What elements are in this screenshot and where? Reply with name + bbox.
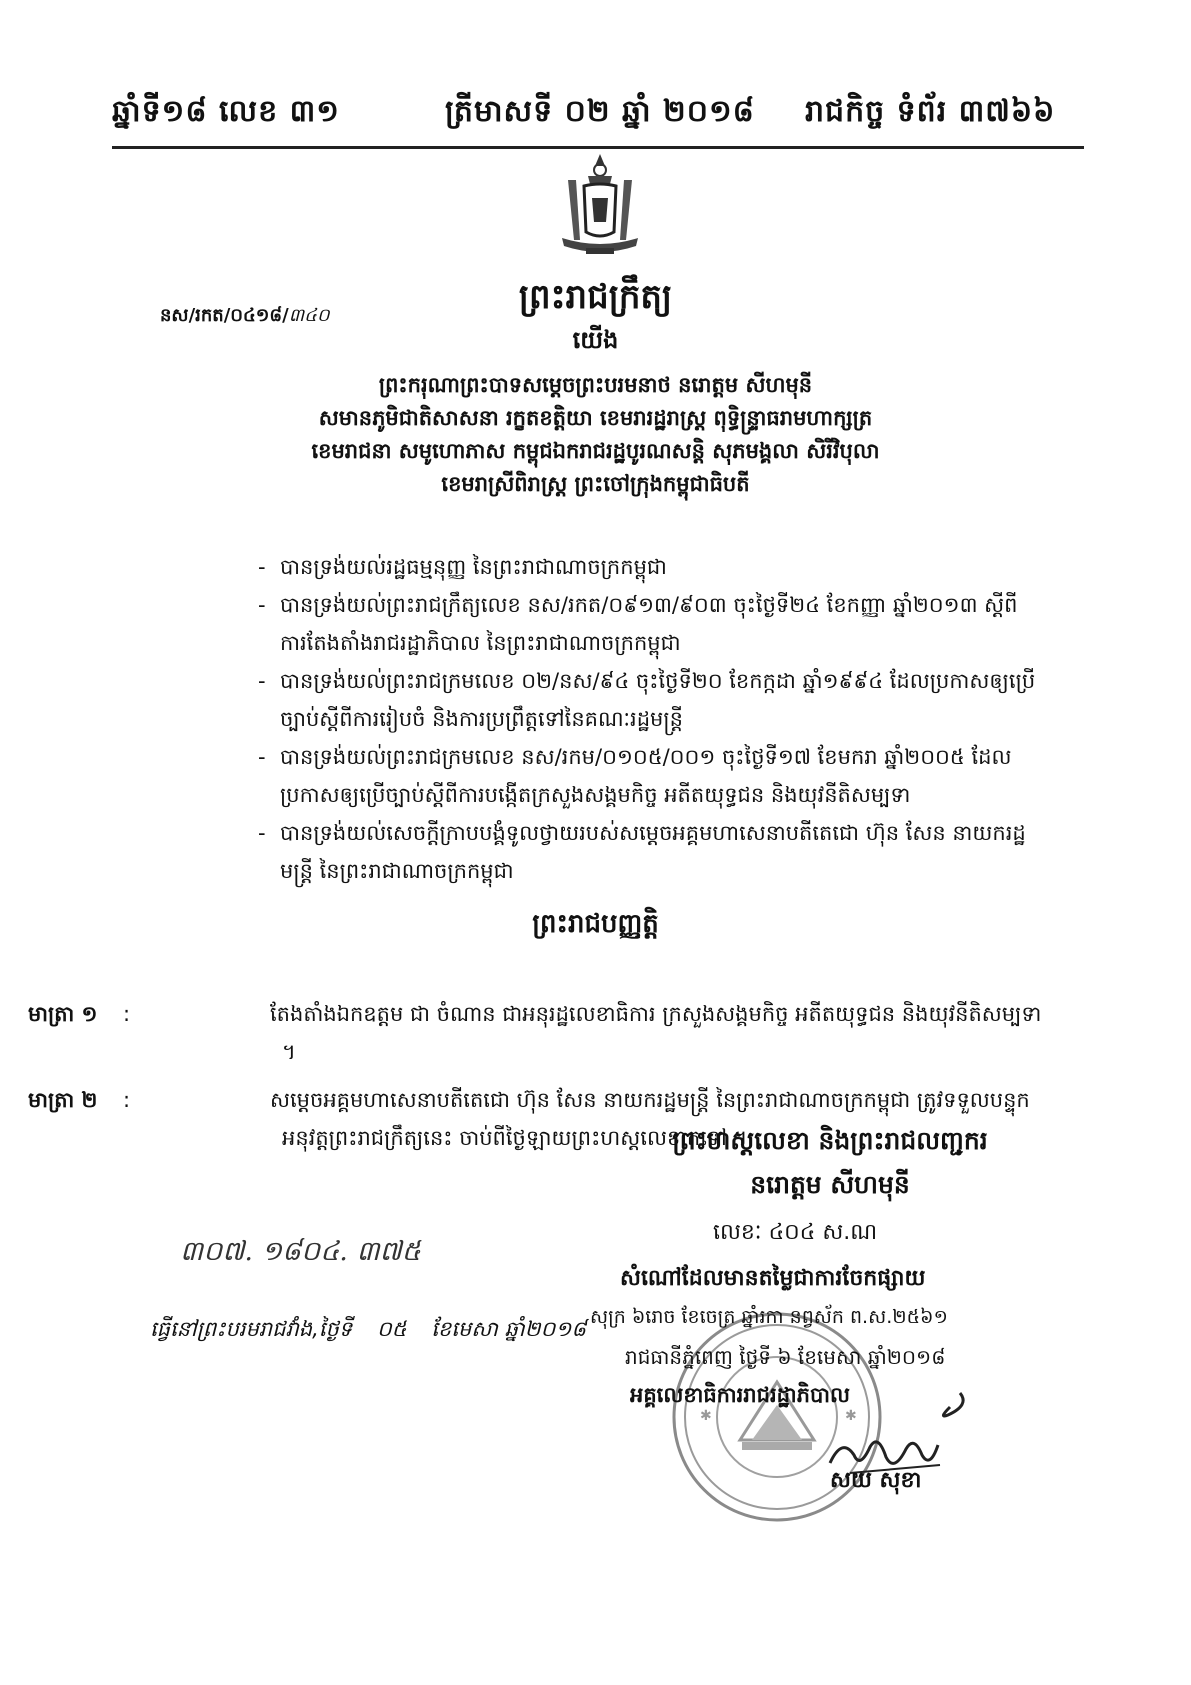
certification-lunar-date: សុក្រ ៦រោច ខែចេត្រ ឆ្នាំរកា នព្វស័ក ព.ស.២៥៦១ — [590, 1306, 948, 1328]
place-date-suffix: ខែមេសា ឆ្នាំ២០១៨ — [431, 1317, 587, 1341]
article-label: មាត្រា ១ — [28, 1002, 98, 1026]
gazette-issue: ឆ្នាំទី១៨ លេខ ៣១ — [112, 94, 340, 129]
visa-item: - បានទ្រង់យល់សេចក្តីក្រាបបង្គំទូលថ្វាយរបស់សម្តេចអគ្គមហាសេនាបតីតេជោ ហ៊ុន សែន នាយករដ្ឋមន្ត្រី នៃព្រះរាជាណាចក្រកម្ពុជា — [258, 814, 1038, 890]
visa-item: - បានទ្រង់យល់ព្រះរាជក្រឹត្យលេខ នស/រកត/០៩១៣/៩០៣ ចុះថ្ងៃទី២៤ ខែកញ្ញា ឆ្នាំ២០១៣ ស្តីពីការតែងតាំងរាជរដ្ឋាភិបាល នៃព្រះរាជាណាចក្រកម្ពុជា — [258, 586, 1038, 662]
place-date-prefix: ធ្វើនៅព្រះបរមរាជវាំង,ថ្ងៃទី — [150, 1317, 353, 1341]
decision-title: ព្រះរាជបញ្ញត្តិ — [532, 909, 659, 939]
handwritten-registration-number: ៣០៧. ១៨០៤. ៣៧៥ — [180, 1236, 421, 1267]
visa-list — [258, 548, 1038, 890]
place-date — [150, 1316, 586, 1347]
certification-city-date: រាជធានីភ្នំពេញ ថ្ងៃទី ៦ ខែមេសា ឆ្នាំ២០១៨ — [625, 1345, 946, 1369]
document-subtitle: យើង — [572, 326, 619, 354]
place-date-day: ០៥ — [376, 1317, 407, 1341]
svg-text:✱: ✱ — [700, 1408, 712, 1424]
document-title: ព្រះរាជក្រឹត្យ — [518, 277, 673, 317]
visa-item: - បានទ្រង់យល់ព្រះរាជក្រមលេខ ០២/នស/៩៤ ចុះថ្ងៃទី២០ ខែកក្កដា ឆ្នាំ១៩៩៤ ដែលប្រកាសឲ្យប្រើច្បាប់ស្តីពីការរៀបចំ និងការប្រព្រឹត្តទៅនៃគណៈរដ្ឋមន្ត្រី — [258, 662, 1038, 738]
article-colon: : — [123, 1088, 131, 1112]
invocation-line-4: ខេមរាស្រីពិរាស្ត្រ ព្រះចៅក្រុងកម្ពុជាធិបតី — [441, 472, 750, 496]
reference-number-printed: នស/រកត/០៤១៨/ — [160, 305, 289, 326]
certification-signer: សយ សុខា — [830, 1468, 922, 1493]
article-colon: : — [123, 1002, 131, 1026]
royal-signature-caption: ព្រះហស្តលេខា និងព្រះរាជលញ្ជករ — [672, 1126, 988, 1155]
gazette-page: រាជកិច្ច ទំព័រ ៣៧៦៦ — [805, 94, 1056, 129]
article-label: មាត្រា ២ — [28, 1088, 98, 1112]
certification-office: អគ្គលេខាធិការរាជរដ្ឋាភិបាល — [630, 1383, 850, 1407]
certification-heading: សំណៅដែលមានតម្លៃជាការចែកផ្សាយ — [620, 1266, 926, 1291]
invocation-line-3: ខេមរាជនា សមូហោភាស កម្ពុជឯករាជរដ្ឋបូរណសន្តិ សុភមង្គលា សិរីវិបុលា — [311, 439, 880, 463]
svg-text:✱: ✱ — [845, 1408, 857, 1424]
certification-number: លេខៈ ៤០៤ ស.ណ — [713, 1220, 878, 1245]
visa-item: - បានទ្រង់យល់រដ្ឋធម្មនុញ្ញ នៃព្រះរាជាណាចក្រកម្ពុជា — [258, 548, 1038, 586]
reference-number-handwritten: ៣៤០ — [288, 305, 330, 326]
article-text: សម្តេចអគ្គមហាសេនាបតីតេជោ ហ៊ុន សែន នាយករដ្ឋមន្ត្រី នៃព្រះរាជាណាចក្រកម្ពុជា ត្រូវទទួលបន្ទុកអនុវត្តព្រះរាជក្រឹត្យនេះ ចាប់ពីថ្ងៃឡាយព្រះហស្តលេខាតទៅ ។ — [270, 1088, 1030, 1150]
invocation-line-1: ព្រះករុណាព្រះបាទសម្តេចព្រះបរមនាថ នរោត្តម សីហមុនី — [378, 373, 813, 397]
royal-signature-name: នរោត្តម សីហមុនី — [750, 1170, 910, 1199]
article-text: តែងតាំងឯកឧត្តម ជា ចំណាន ជាអនុរដ្ឋលេខាធិការ ក្រសួងសង្គមកិច្ច អតីតយុទ្ធជន និងយុវនីតិសម្បទា ។ — [270, 1002, 1042, 1064]
header-rule — [112, 146, 1084, 149]
visa-item: - បានទ្រង់យល់ព្រះរាជក្រមលេខ នស/រកម/០១០៥/០០១ ចុះថ្ងៃទី១៧ ខែមករា ឆ្នាំ២០០៥ ដែលប្រកាសឲ្យប្រើច្បាប់ស្តីពីការបង្កើតក្រសួងសង្គមកិច្ច អតីតយុទ្ធជន និងយុវនីតិសម្បទា — [258, 738, 1038, 814]
royal-emblem-icon — [548, 150, 652, 269]
invocation-line-2: សមានភូមិជាតិសាសនា រក្ខតខត្តិយា ខេមរារដ្ឋរាស្ត្រ ពុទ្ធិន្ទ្រាធរាមហាក្សត្រ — [318, 406, 873, 430]
article-1 — [28, 995, 1045, 1071]
gazette-quarter: ត្រីមាសទី ០២ ឆ្នាំ ២០១៨ — [445, 94, 755, 129]
